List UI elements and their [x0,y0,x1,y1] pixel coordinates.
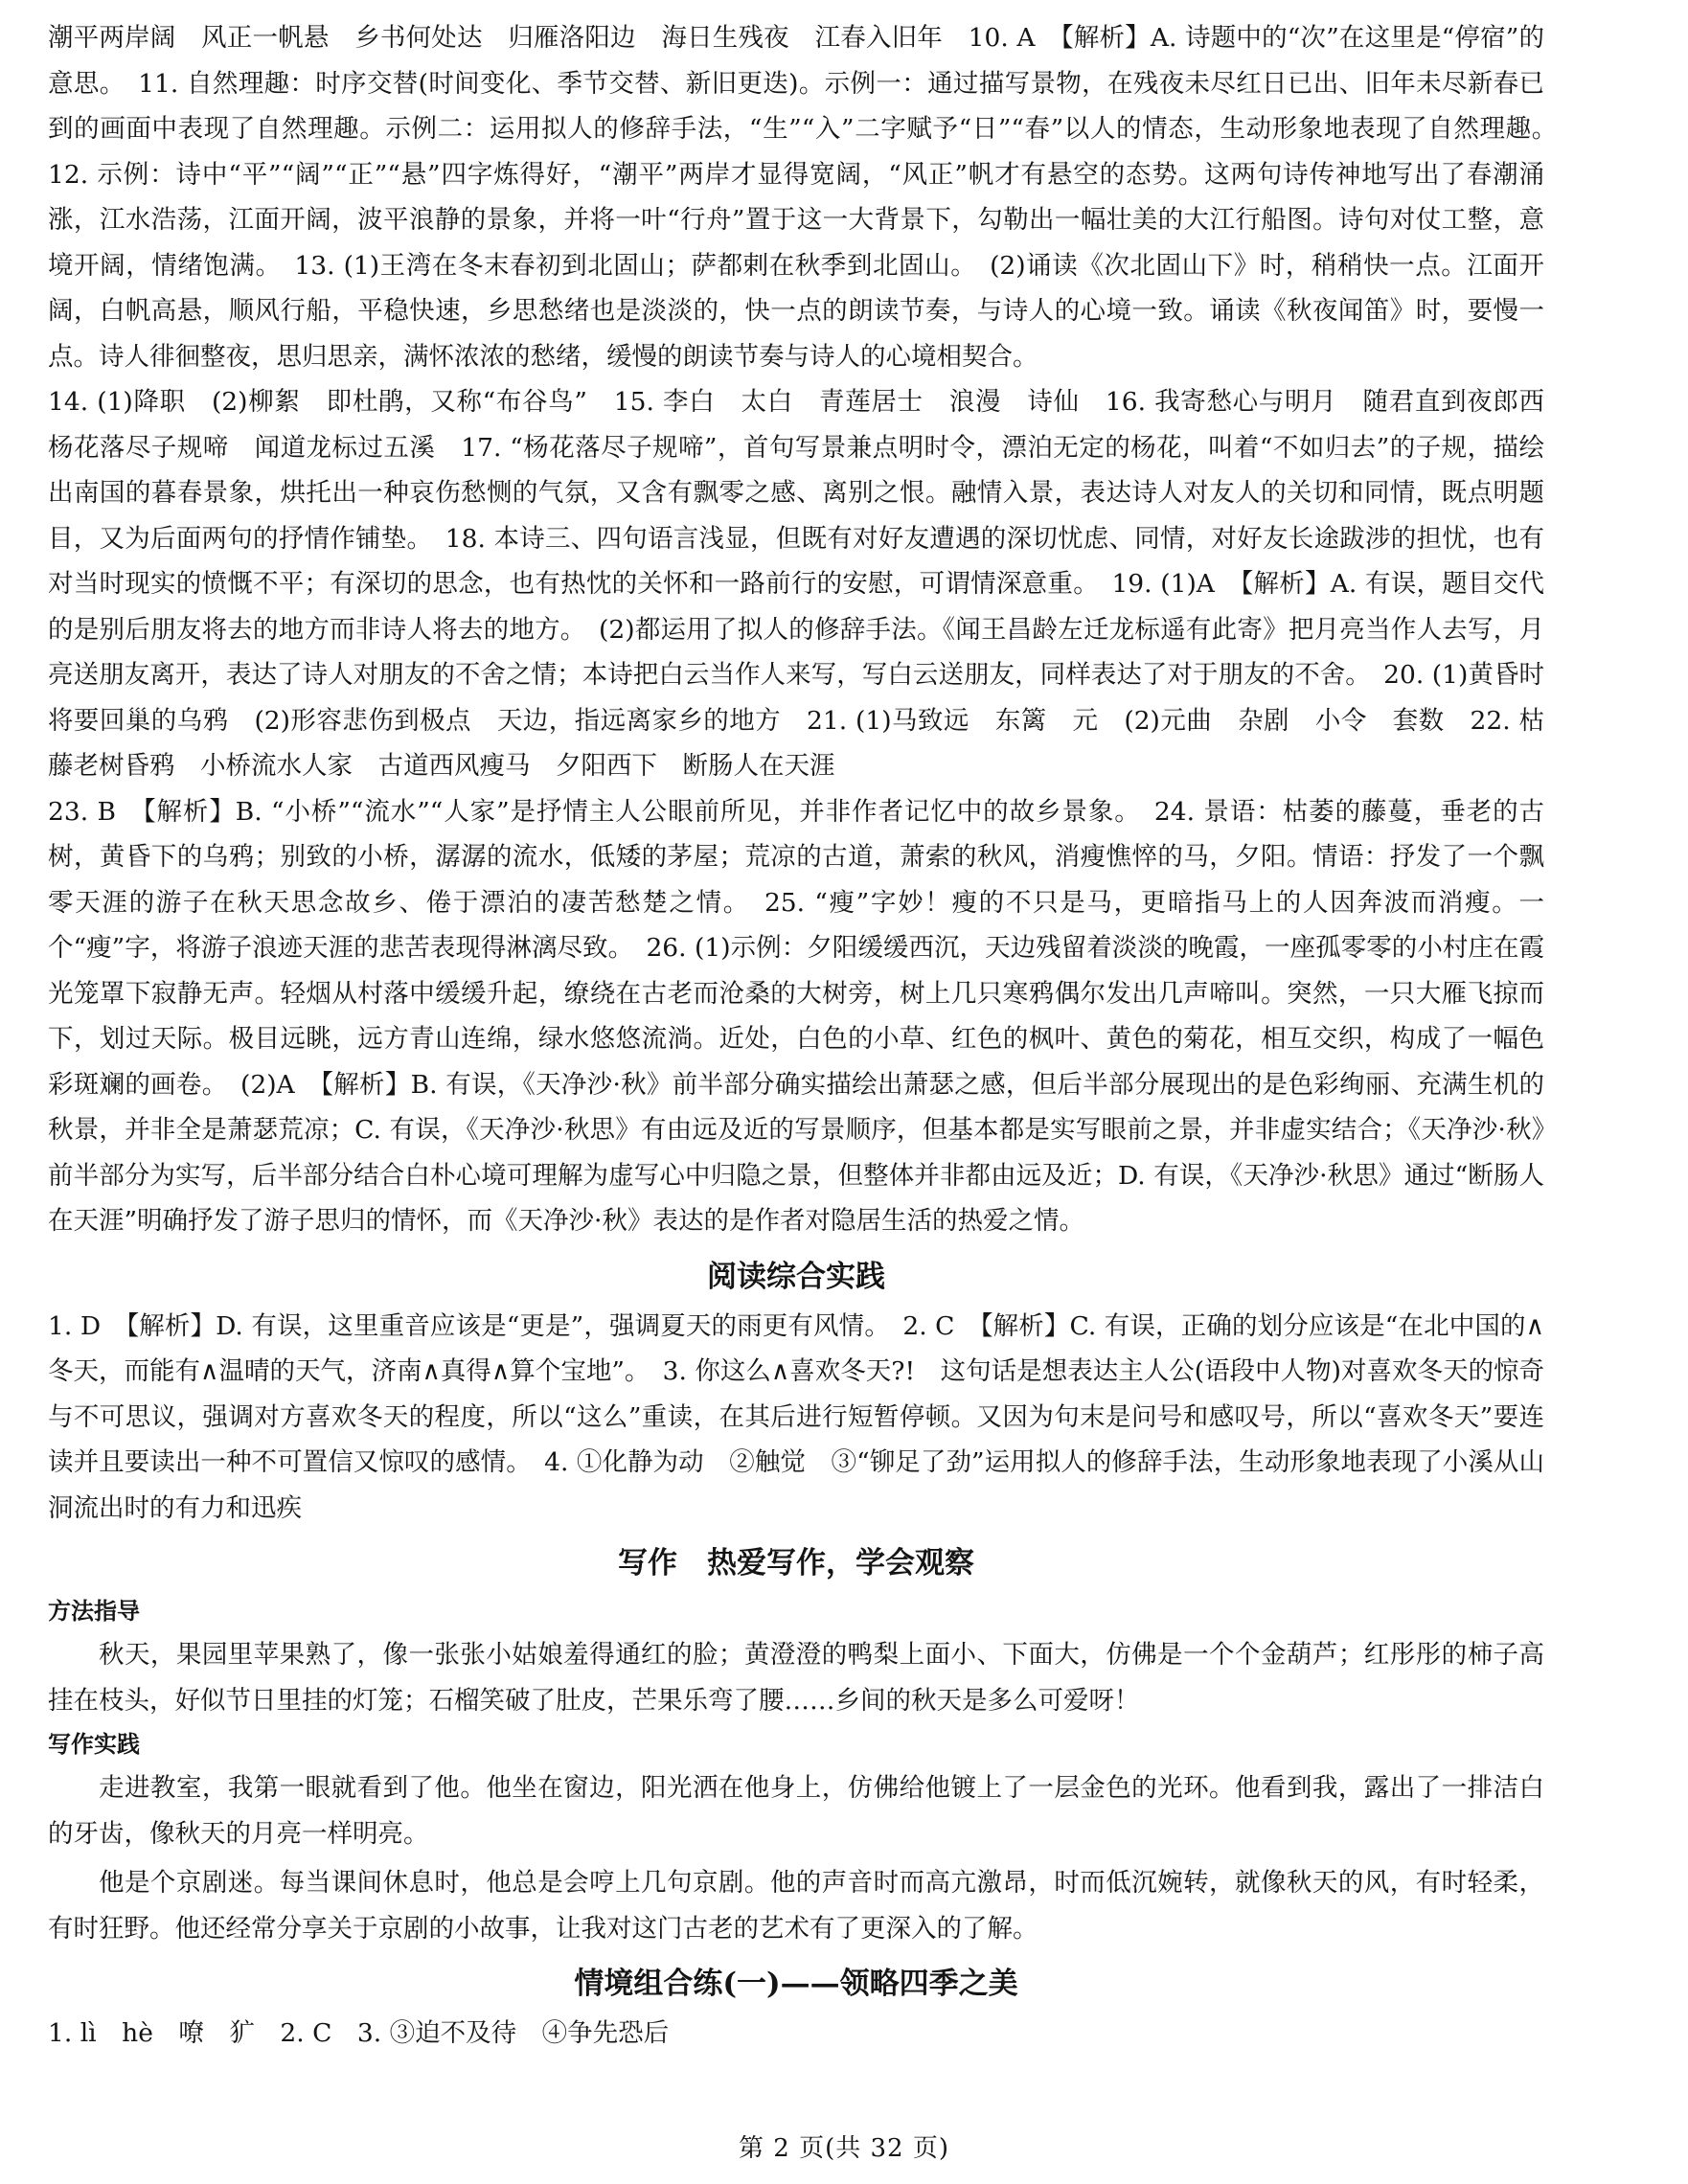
writing-practice-paragraph-1: 走进教室，我第一眼就看到了他。他坐在窗边，阳光洒在他身上，仿佛给他镀上了一层金色的光环。他看到我，露出了一排洁白的牙齿，像秋天的月亮一样明亮。 [48,1773,1544,1849]
reading-practice-answers: 1. D 【解析】D. 有误，这里重音应该是“更是”，强调夏天的雨更有风情。 2. C 【解析】C. 有误，正确的划分应该是“在北中国的∧冬天，而能有∧温晴的天气，济南∧真得∧算个宝地”。 3. 你这么∧喜欢冬天?! 这句话是想表达主人公(语段中人物)对喜欢冬天的惊奇与不可思议，强调对方喜欢冬天的程度，所以“这么”重读，在其后进行短暂停顿。又因为句末是问号和感叹号，所以“喜欢冬天”要连读并且要读出一种不可置信又惊叹的感情。 4. ①化静为动 ②触觉 ③“铆足了劲”运用拟人的修辞手法，生动形象地表现了小溪从山洞流出时的有力和迅疾 [48,1310,1544,1523]
situation-exercise-title: 情境组合练(一)——领略四季之美 [574,1967,1018,2001]
writing-section-title: 写作 热爱写作，学会观察 [618,1546,974,1581]
situation-exercise-answers: 1. lì hè 嘹 犷 2. C 3. ③迫不及待 ④争先恐后 [48,2018,670,2048]
writing-practice-label: 写作实践 [48,1731,140,1758]
answer-block-poetry-2: 14. (1)降职 (2)柳絮 即杜鹃，又称“布谷鸟” 15. 李白 太白 青莲居士 浪漫 诗仙 16. 我寄愁心与明月 随君直到夜郎西 杨花落尽子规啼 闻道龙标过五溪 17. “杨花落尽子规啼”，首句写景兼点明时令，漂泊无定的杨花，叫着“不如归去”的子规，描绘出南国的暮春景象，烘托出一种哀伤愁恻的气氛，又含有飘零之感、离别之恨。融情入景，表达诗人对友人的关切和同情，既点明题目，又为后面两句的抒情作铺垫。 18. 本诗三、四句语言浅显，但既有对好友遭遇的深切忧虑、同情，对好友长途跋涉的担忧，也有对当时现实的愤慨不平；有深切的思念，也有热忱的关怀和一路前行的安慰，可谓情深意重。 19. (1)A 【解析】A. 有误，题目交代的是别后朋友将去的地方而非诗人将去的地方。 (2)都运用了拟人的修辞手法。《闻王昌龄左迁龙标遥有此寄》把月亮当作人去写，月亮送朋友离开，表达了诗人对朋友的不舍之情；本诗把白云当作人来写，写白云送朋友，同样表达了对于朋友的不舍。 20. (1)黄昏时将要回巢的乌鸦 (2)形容悲伤到极点 天边，指远离家乡的地方 21. (1)马致远 东篱 元 (2)元曲 杂剧 小令 套数 22. 枯藤老树昏鸦 小桥流水人家 古道西风瘦马 夕阳西下 断肠人在天涯 [48,387,1570,781]
answer-block-poetry-3: 23. B 【解析】B. “小桥”“流水”“人家”是抒情主人公眼前所见，并非作者记忆中的故乡景象。 24. 景语：枯萎的藤蔓，垂老的古树，黄昏下的乌鸦；别致的小桥，潺潺的流水，低矮的茅屋；荒凉的古道，萧索的秋风，消瘦憔悴的马，夕阳。情语：抒发了一个飘零天涯的游子在秋天思念故乡、倦于漂泊的凄苦愁楚之情。 25. “瘦”字妙！瘦的不只是马，更暗指马上的人因奔波而消瘦。一个“瘦”字，将游子浪迹天涯的悲苦表现得淋漓尽致。 26. (1)示例：夕阳缓缓西沉，天边残留着淡淡的晚霞，一座孤零零的小村庄在霞光笼罩下寂静无声。轻烟从村落中缓缓升起，缭绕在古老而沧桑的大树旁，树上几只寒鸦偶尔发出几声啼叫。突然，一只大雁飞掠而下，划过天际。极目远眺，远方青山连绵，绿水悠悠流淌。近处，白色的小草、红色的枫叶、黄色的菊花，相互交织，构成了一幅色彩斑斓的画卷。 (2)A 【解析】B. 有误，《天净沙·秋》前半部分确实描绘出萧瑟之感，但后半部分展现出的是色彩绚丽、充满生机的秋景，并非全是萧瑟荒凉；C. 有误，《天净沙·秋思》有由远及近的写景顺序，但基本都是实写眼前之景，并非虚实结合；《天净沙·秋》前半部分为实写，后半部分结合白朴心境可理解为虚写心中归隐之景，但整体并非都由远及近；D. 有误，《天净沙·秋思》通过“断肠人在天涯”明确抒发了游子思归的情怀，而《天净沙·秋》表达的是作者对隐居生活的热爱之情。 [48,796,1544,1236]
answer-page [48,15,1570,2057]
page-number-footer: 第 2 页(共 32 页) [739,2134,949,2163]
writing-practice-paragraph-2: 他是个京剧迷。每当课间休息时，他总是会哼上几句京剧。他的声音时而高亢激昂，时而低沉婉转，就像秋天的风，有时轻柔，有时狂野。他还经常分享关于京剧的小故事，让我对这门古老的艺术有了更深入的了解。 [48,1868,1544,1944]
method-guide-label: 方法指导 [48,1598,140,1625]
answer-block-poetry-1: 潮平两岸阔 风正一帆悬 乡书何处达 归雁洛阳边 海日生残夜 江春入旧年 10. A 【解析】A. 诗题中的“次”在这里是“停宿”的意思。 11. 自然理趣：时序交替(时间变化、季节交替、新旧更迭)。示例一：通过描写景物，在残夜未尽红日已出、旧年未尽新春已到的画面中表现了自然理趣。示例二：运用拟人的修辞手法，“生”“入”二字赋予“日”“春”以人的情态，生动形象地表现了自然理趣。 12. 示例：诗中“平”“阔”“正”“悬”四字炼得好，“潮平”两岸才显得宽阔，“风正”帆才有悬空的态势。这两句诗传神地写出了春潮涌涨，江水浩荡，江面开阔，波平浪静的景象，并将一叶“行舟”置于这一大背景下，勾勒出一幅壮美的大江行船图。诗句对仗工整，意境开阔，情绪饱满。 13. (1)王湾在冬末春初到北固山；萨都剌在秋季到北固山。 (2)诵读《次北固山下》时，稍稍快一点。江面开阔，白帆高悬，顺风行船，平稳快速，乡思愁绪也是淡淡的，快一点的朗读节奏，与诗人的心境一致。诵读《秋夜闻笛》时，要慢一点。诗人徘徊整夜，思归思亲，满怀浓浓的愁绪，缓慢的朗读节奏与诗人的心境相契合。 [48,23,1570,372]
method-guide-text: 秋天，果园里苹果熟了，像一张张小姑娘羞得通红的脸；黄澄澄的鸭梨上面小、下面大，仿佛是一个个金葫芦；红彤彤的柿子高挂在枝头，好似节日里挂的灯笼；石榴笑破了肚皮，芒果乐弯了腰……乡间的秋天是多么可爱呀！ [48,1640,1544,1716]
reading-practice-title: 阅读综合实践 [707,1259,885,1294]
